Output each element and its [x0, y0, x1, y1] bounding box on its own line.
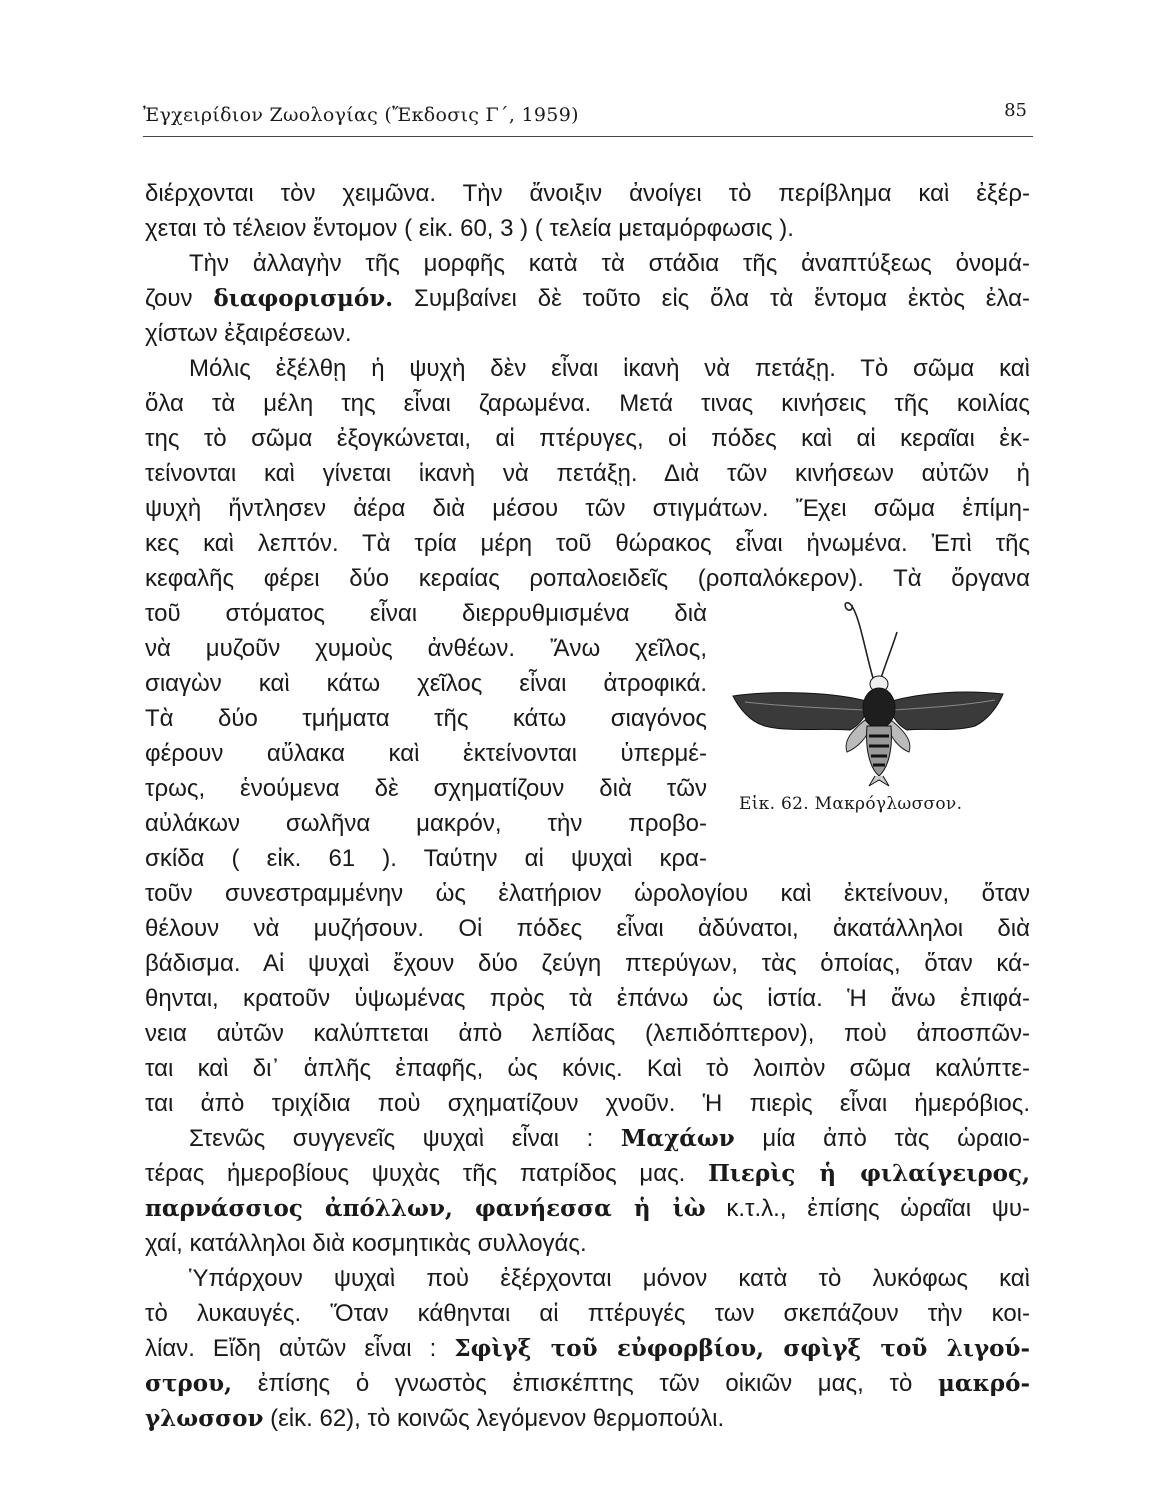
text-line [145, 1226, 1030, 1261]
text-segment: Τὰ δύο τμήματα τῆς κάτω σιαγόνος [145, 705, 707, 732]
text-line [145, 876, 1030, 911]
text-line [145, 281, 1030, 316]
text-segment: νὰ μυζοῦν χυμοὺς ἀνθέων. Ἄνω χεῖλος, [145, 635, 707, 662]
text-segment: μία ἀπὸ τὰς ὡραιο- [734, 1125, 1031, 1152]
text-segment: της τὸ σῶμα ἐξογκώνεται, αἱ πτέρυγες, οἱ πόδες καὶ αἱ κεραῖαι ἐκ- [145, 425, 1030, 452]
bold-term: γλωσσον [145, 1405, 264, 1432]
bold-term: παρνάσσιος ἀπόλλων, φανήεσσα ἡ ἰὼ [145, 1195, 706, 1222]
text-line [145, 911, 1030, 946]
figure-caption: Εἰκ. 62. Μακρόγλωσσον. [739, 794, 963, 814]
text-segment: (εἰκ. 62), τὸ κοινῶς λεγόμενον θερμοπούλι. [263, 1405, 725, 1432]
page-number: 85 [1004, 100, 1027, 121]
text-line [145, 981, 1030, 1016]
text-segment: βάδισμα. Αἱ ψυχαὶ ἔχουν δύο ζεύγη πτερύγων, τὰς ὁποίας, ὅταν κά- [145, 950, 1030, 977]
text-line [145, 736, 707, 771]
text-line [145, 386, 1030, 421]
text-line [145, 666, 707, 701]
text-segment: χεται τὸ τέλειον ἔντομον ( εἰκ. 60, 3 ) ( τελεία μεταμόρφωσις ). [145, 215, 794, 242]
text-line [145, 596, 707, 631]
text-segment: ται καὶ δι᾽ ἁπλῆς ἐπαφῆς, ὡς κόνις. Καὶ τὸ λοιπὸν σῶμα καλύπτε- [145, 1055, 1030, 1082]
text-line [145, 946, 1030, 981]
bold-term: διαφορισμόν. [213, 285, 394, 312]
text-segment: τρως, ἑνούμενα δὲ σχηματίζουν διὰ τῶν [145, 775, 707, 802]
text-line [145, 176, 1030, 211]
text-line [145, 1366, 1030, 1401]
text-segment: σιαγὼν καὶ κάτω χεῖλος εἶναι ἀτροφικά. [145, 670, 707, 697]
bold-term: μακρό- [938, 1370, 1030, 1397]
text-segment: Στενῶς συγγενεῖς ψυχαὶ εἶναι : [189, 1125, 621, 1152]
text-segment: αὐλάκων σωλῆνα μακρόν, τὴν προβο- [145, 810, 707, 837]
book-title: Ἐγχειρίδιον Ζωολογίας (Ἔκδοσις Γ΄, 1959) [143, 104, 579, 126]
text-line [145, 1016, 1030, 1051]
text-segment: Συμβαίνει δὲ τοῦτο εἰς ὅλα τὰ ἔντομα ἐκτὸς ἐλα- [393, 285, 1030, 312]
text-segment: ται ἀπὸ τριχίδια ποὺ σχηματίζουν χνοῦν. Ἡ πιερὶς εἶναι ἡμερόβιος. [145, 1090, 1030, 1117]
text-line [145, 1261, 1030, 1296]
text-segment: Τὴν ἀλλαγὴν τῆς μορφῆς κατὰ τὰ στάδια τῆς ἀναπτύξεως ὀνομά- [189, 250, 1030, 277]
text-segment: ζουν [145, 285, 214, 312]
text-segment: κεφαλῆς φέρει δύο κεραίας ροπαλοειδεῖς (ροπαλόκερον). Τὰ ὄργανα [145, 565, 1030, 592]
bold-term: Σφὶγξ τοῦ εὐφορβίου, σφὶγξ τοῦ λιγού- [454, 1335, 1030, 1362]
text-line [145, 1121, 1030, 1156]
text-segment: κ.τ.λ., ἐπίσης ὡραῖαι ψυ- [705, 1195, 1030, 1222]
text-segment: φέρουν αὔλακα καὶ ἐκτείνονται ὑπερμέ- [145, 740, 707, 767]
text-line [145, 1086, 1030, 1121]
text-segment: σκίδα ( εἰκ. 61 ). Ταύτην αἱ ψυχαὶ κρα- [145, 845, 707, 872]
text-segment: τοῦν συνεστραμμένην ὡς ἐλατήριον ὡρολογίου καὶ ἐκτείνουν, ὅταν [145, 880, 1030, 907]
text-segment: χίστων ἐξαιρέσεων. [145, 320, 352, 347]
text-line [145, 1296, 1030, 1331]
figure-62 [725, 590, 1015, 820]
text-segment: διέρχονται τὸν χειμῶνα. Τὴν ἄνοιξιν ἀνοίγει τὸ περίβλημα καὶ ἐξέρ- [145, 180, 1030, 207]
text-segment: τοῦ στόματος εἶναι διερρυθμισμένα διὰ [145, 600, 707, 627]
text-segment: τὸ λυκαυγές. Ὅταν κάθηνται αἱ πτέρυγές των σκεπάζουν τὴν κοι- [145, 1300, 1030, 1327]
text-line [145, 491, 1030, 526]
text-line [145, 1191, 1030, 1226]
text-segment: ψυχὴ ἤντλησεν ἀέρα διὰ μέσου τῶν στιγμάτων. Ἔχει σῶμα ἐπίμη- [145, 495, 1030, 522]
text-line [145, 351, 1030, 386]
text-segment: νεια αὐτῶν καλύπτεται ἀπὸ λεπίδας (λεπιδόπτερον), ποὺ ἀποσπῶν- [145, 1020, 1030, 1047]
text-segment: Ὑπάρχουν ψυχαὶ ποὺ ἐξέρχονται μόνον κατὰ τὸ λυκόφως καὶ [189, 1265, 1030, 1292]
text-line [145, 316, 1030, 351]
text-segment: κες καὶ λεπτόν. Τὰ τρία μέρη τοῦ θώρακος εἶναι ἡνωμένα. Ἐπὶ τῆς [145, 530, 1030, 557]
text-line [145, 1156, 1030, 1191]
text-line [145, 421, 1030, 456]
text-line [145, 631, 707, 666]
text-line [145, 1051, 1030, 1086]
bold-term: στρου, [145, 1370, 233, 1397]
text-line [145, 526, 1030, 561]
text-line [145, 246, 1030, 281]
text-segment: θηνται, κρατοῦν ὑψωμένας πρὸς τὰ ἐπάνω ὡς ἱστία. Ἡ ἄνω ἐπιφά- [145, 985, 1030, 1012]
moth-illustration-icon [725, 590, 1015, 790]
text-line [145, 841, 707, 876]
text-line [145, 211, 1030, 246]
text-line [145, 806, 707, 841]
text-line [145, 1401, 1030, 1436]
text-segment: χαί, κατάλληλοι διὰ κοσμητικὰς συλλογάς. [145, 1230, 587, 1257]
text-line [145, 771, 707, 806]
text-segment: λίαν. Εἴδη αὐτῶν εἶναι : [145, 1335, 455, 1362]
text-segment: ὅλα τὰ μέλη της εἶναι ζαρωμένα. Μετά τινας κινήσεις τῆς κοιλίας [145, 390, 1030, 417]
text-segment: τείνονται καὶ γίνεται ἱκανὴ νὰ πετάξῃ. Διὰ τῶν κινήσεων αὐτῶν ἡ [145, 460, 1030, 487]
bold-term: Μαχάων [620, 1125, 735, 1152]
text-segment: θέλουν νὰ μυζήσουν. Οἱ πόδες εἶναι ἀδύνατοι, ἀκατάλληλοι διὰ [145, 915, 1030, 942]
text-segment: τέρας ἡμεροβίους ψυχὰς τῆς πατρίδος μας. [145, 1160, 709, 1187]
text-segment: Μόλις ἐξέλθῃ ἡ ψυχὴ δὲν εἶναι ἱκανὴ νὰ πετάξῃ. Τὸ σῶμα καὶ [189, 355, 1030, 382]
text-line [145, 456, 1030, 491]
text-segment: ἐπίσης ὁ γνωστὸς ἐπισκέπτης τῶν οἰκιῶν μας, τὸ [232, 1370, 939, 1397]
text-line [145, 1331, 1030, 1366]
running-header [143, 100, 1033, 137]
bold-term: Πιερὶς ἡ φιλαίγειρος, [708, 1160, 1030, 1187]
text-line [145, 701, 707, 736]
